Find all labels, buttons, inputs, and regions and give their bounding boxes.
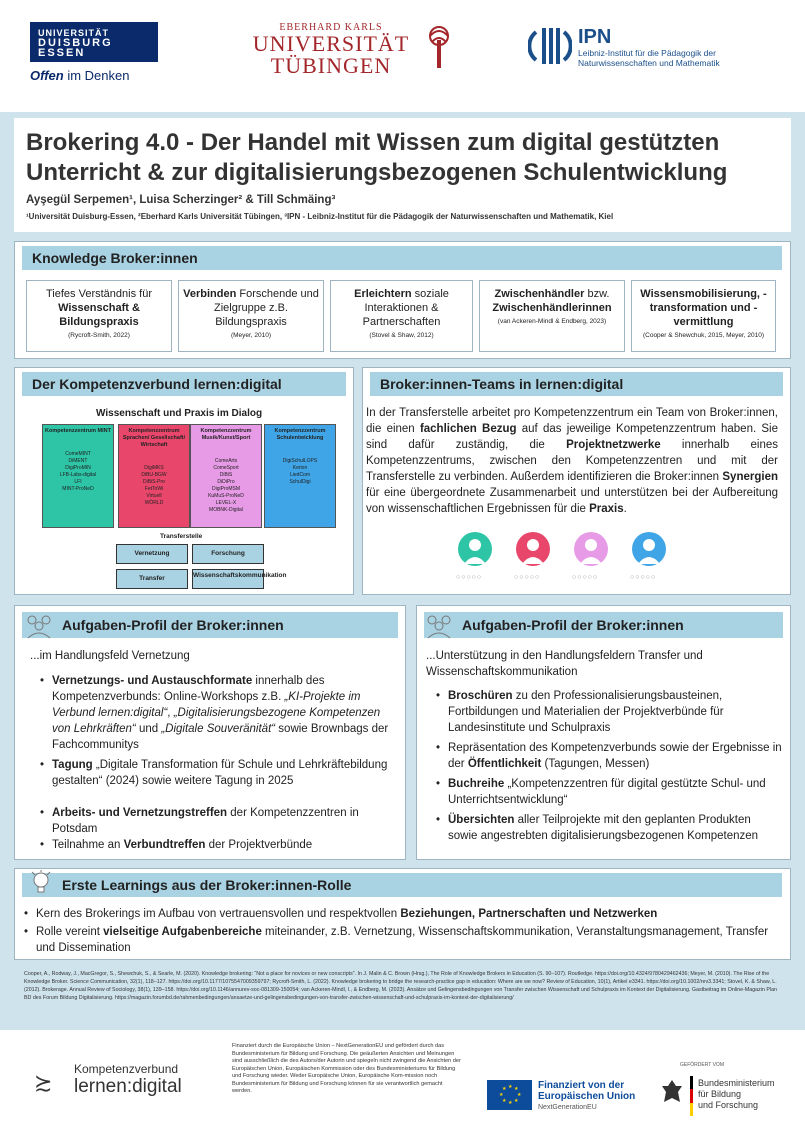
project-name: Virtuell: [146, 493, 162, 499]
bmbf-name: Bundesministerium für Bildung und Forschung: [698, 1078, 775, 1110]
references: Cooper, A., Rodway, J., MacGregor, S., Shewchuk, S., & Searle, M. (2020). Knowledge brokering: “Not a place for novices or new conscripts”. In J. Malin & C. Brown (Hrsg.), The Role of Knowledge Brokers in Education (S. 90–107). Routledge. https://doi.org/10.4324/9780429462436; Meyer, M. (2010). The Rise of the Knowledge Broker. Science Communication, 32(1), 118–127. https://doi.org/10.1177/1075547009359797; Rycroft-Smith, L. (2022). Knowledge brokering to bridge the research-practice gap in education: Where are we now? Review of Education, 10(1), Artikel e3341. https://doi.org/10.1002/rev3.3341; Stovel, K. & Shaw, L. (2012). Brokerage. Annual Review of Sociology, 38(1), 139–158. https://doi.org/10.1146/annurev-soc-081309-150054; van Ackeren-Mindl, I., & Endberg, M. (2023). Ansätze und Gelingensbedingungen von Transfer zwischen Wissenschaft und Schulpraxis im Kontext der Digitalisierung. Gastbeitrag im Online-Magazin Plan BD des Forum Bildung Digitalisierung. https://magazin.forumbd.de/rahmenbedingungen/ansaetze-und-gelingensbedingungen-von-transfer-zwischen-wissenschaft-und-schulpraxis-im-kontext-der-digitalisierung/: [24, 971, 777, 1001]
learnings-heading: Erste Learnings aus der Broker:innen-Rolle: [22, 873, 782, 897]
bullet-item: • Arbeits- und Vernetzungstreffen der Kompetenzzentren in Potsdam: [40, 807, 359, 835]
project-name: LiedCom: [289, 472, 310, 478]
ipn-logo: [528, 24, 788, 74]
svg-text:★: ★: [502, 1098, 507, 1104]
kompetenzverbund-logo-icon: ≿: [34, 1070, 53, 1095]
kompetenzverbund-heading: Der Kompetenzverbund lernen:digital: [22, 372, 346, 396]
competence-center-box: [118, 424, 190, 528]
poster-title: Brokering 4.0 - Der Handel mit Wissen zum digital gestützten Unterricht & zur digitalisierungsbezogenen Schulentwicklung: [26, 129, 728, 186]
bullet-item: • Tagung „Digitale Transformation für Schule und Lehrkräftebildung gestalten“ (2024) sowie weitere Tagung in 2025: [40, 759, 388, 787]
ude-line1: UNIVERSITÄT: [38, 28, 110, 38]
competence-center-title: Kompetenzzentrum MINT: [45, 428, 111, 434]
learnings-list: [24, 906, 784, 958]
project-name: ComeArts: [214, 458, 238, 464]
svg-text:★: ★: [517, 1092, 522, 1098]
bullet-item: • Übersichten aller Teilprojekte mit den geplanten Produkten sowie angestrebten digitalisierungsbezogenen Kompetenzen: [436, 814, 759, 842]
project-name: ComeSport: [213, 465, 239, 471]
project-dots: ○○○○○: [630, 574, 657, 581]
tue-line1: EBERHARD KARLS: [279, 22, 383, 33]
bullet-item: • Broschüren zu den Professionalisierungsbausteinen, Fortbildungen und Materialien der Projektverbünde für Landesinstitute und Schulpraxis: [436, 690, 724, 734]
citation: (Cooper & Shewchuk, 2015, Meyer, 2010): [642, 332, 765, 339]
competence-center-title: Kompetenzzentrum Schulentwicklung: [274, 428, 326, 441]
tue-line3: TÜBINGEN: [270, 53, 392, 78]
project-name: MOBNK-Digital: [209, 507, 243, 513]
project-name: MINT-ProNeD: [62, 486, 94, 492]
bullet-item: • Teilnahme an Verbundtreffen der Projektverbünde: [40, 839, 313, 851]
competence-center-box: [42, 424, 114, 528]
transferstelle-label: Transferstelle: [160, 533, 203, 540]
knowledge-broker-card: Zwischenhändler bzw. Zwischenhändlerinnen (van Ackeren-Mindl & Endberg, 2023): [479, 280, 625, 352]
svg-text:★: ★: [508, 1084, 513, 1090]
aufgaben-left-heading: Aufgaben-Profil der Broker:innen: [22, 612, 398, 638]
eu-flag-icon: [487, 1080, 532, 1110]
citation: (Stovel & Shaw, 2012): [369, 332, 434, 339]
svg-text:★: ★: [508, 1100, 513, 1106]
project-name: FetToWi: [144, 486, 164, 492]
project-name: DiBiS: [219, 472, 233, 478]
knowledge-broker-card: Erleichtern soziale Interaktionen & Partnerschaften (Stovel & Shaw, 2012): [330, 280, 473, 352]
ude-line3: ESSEN: [38, 47, 86, 59]
svg-text:★: ★: [499, 1092, 504, 1098]
project-dots: ○○○○○: [514, 574, 541, 581]
ipn-subtitle: Leibniz-Institut für die Pädagogik der Naturwissenschaften und Mathematik: [578, 48, 720, 68]
poster-header: [0, 0, 805, 112]
eu-nextgen: NextGenerationEU: [538, 1104, 597, 1111]
german-flag-stripe: [690, 1076, 693, 1116]
transferstelle-box: Forschung: [192, 544, 264, 564]
lightbulb-icon: [30, 870, 52, 898]
citation: (Rycroft-Smith, 2022): [68, 332, 130, 339]
affiliations: ¹Universität Duisburg-Essen, ²Eberhard Karls Universität Tübingen, ³IPN - Leibniz-Institut für die Pädagogik der Naturwissenschaften und Mathematik, Kiel: [26, 212, 614, 221]
project-dots: ○○○○○: [572, 574, 599, 581]
learning-item: • Kern des Brokerings im Aufbau von vertrauensvollen und respektvollen Beziehungen, Partnerschaften und Netzwerken: [24, 908, 658, 920]
team-icon: [24, 610, 54, 640]
eu-funding-text: Finanziert von der Europäischen Union: [538, 1080, 636, 1102]
ude-slogan: Offen im Denken: [30, 68, 130, 83]
project-name: LEVEL-X: [215, 500, 237, 506]
project-name: LFI: [74, 479, 82, 485]
broker-person-icon: [632, 532, 666, 566]
learning-item: • Rolle vereint vielseitige Aufgabenbereiche miteinander, z.B. Vernetzung, Wissenschaftskommunikation, Veranstaltungsmanagement, Transfer und Dissemination: [24, 926, 769, 954]
aufgaben-right-heading: Aufgaben-Profil der Broker:innen: [424, 612, 783, 638]
diagram-title: Wissenschaft und Praxis im Dialog: [96, 408, 263, 419]
team-icon-right: [424, 610, 454, 640]
knowledge-broker-card: Wissensmobilisierung, -transformation und -vermittlung (Cooper & Shewchuk, 2015, Meyer, 2010): [631, 280, 776, 352]
competence-center-title: Kompetenzzentrum Musik/Kunst/Sport: [200, 428, 252, 441]
broker-person-icon: [516, 532, 550, 566]
project-name: DigiProMIN: [65, 465, 91, 471]
teams-text: In der Transferstelle arbeitet pro Kompetenzzentrum ein Team von Broker:innen, die einen fachlichen Bezug auf das jeweilige Kompetenzzentrum haben. Sie sind dafür zuständig, die Projektnetzwerke innerhalb eines Kompetenzzentrums, zwischen den Kompetenzzentren und mit der Transferstelle zu verbinden. Außerdem identifizieren die Broker:innen Synergien für eine übergeordnete Zusammenarbeit und unterstützen bei der Aufbereitung von wissenschaftlichen Ergebnissen für die Praxis.: [366, 407, 779, 515]
transferstelle-box: Vernetzung: [116, 544, 188, 564]
kv-line2: lernen:digital: [74, 1076, 182, 1097]
bullet-item: • Repräsentation des Kompetenzverbunds sowie der Ergebnisse in der Öffentlichkeit (Tagungen, Messen): [436, 742, 782, 770]
knowledge-broker-card: Verbinden Forschende und Zielgruppe z.B. Bildungspraxis (Meyer, 2010): [178, 280, 324, 352]
project-name: DigiMKS: [144, 465, 164, 471]
project-name: DigiProMSM: [211, 486, 241, 492]
ipn-mark-icon: [528, 24, 572, 68]
bullet-item: • Vernetzungs- und Austauschformate innerhalb des Kompetenzverbunds: Online-Workshops z.B. „KI-Projekte im Verbund lernen:digital“, „Digitalisierungsbezogene Kompetenzen von Lehrkräften“ und „Digitale Souveränität“ sowie Brownbags der Fachcommunitys: [40, 675, 389, 751]
project-name: DiDiPro: [217, 479, 235, 485]
ude-logo: [30, 22, 158, 83]
citation: (van Ackeren-Mindl & Endberg, 2023): [497, 318, 607, 325]
broker-person-icon: [458, 532, 492, 566]
svg-text:★: ★: [514, 1086, 519, 1092]
bullet-item: • Buchreihe „Kompetenzzentren für digital gestützte Schul- und Unterrichtsentwicklung“: [436, 778, 766, 806]
transferstelle-box: Transfer: [116, 569, 188, 589]
project-name: ComeMINT: [65, 451, 91, 457]
project-name: KuMuS-ProNeD: [208, 493, 244, 499]
transferstelle-box: Wissenschaftskommunikation: [192, 569, 264, 589]
svg-text:★: ★: [514, 1098, 519, 1104]
competence-center-box: [190, 424, 262, 528]
project-dots: ○○○○○: [456, 574, 483, 581]
citation: (Meyer, 2010): [230, 332, 272, 339]
tuebingen-logo: [246, 22, 416, 77]
project-name: DiBU-BGW: [141, 472, 167, 478]
aufgaben-right-intro: ...Unterstützung in den Handlungsfeldern Transfer und Wissenschaftskommunikation: [426, 650, 703, 678]
project-name: SchulDigi: [289, 479, 311, 485]
project-name: LFB-Labs-digital: [59, 472, 97, 478]
competence-center-box: [264, 424, 336, 528]
knowledge-broker-heading: Knowledge Broker:innen: [22, 246, 782, 270]
aufgaben-left-intro: ...im Handlungsfeld Vernetzung: [30, 650, 190, 662]
tue-line2: UNIVERSITÄT: [252, 31, 410, 56]
project-name: DiMENT: [68, 458, 88, 464]
ude-line2: DUISBURG: [38, 37, 113, 49]
knowledge-broker-card: Tiefes Verständnis für Wissenschaft & Bildungspraxis (Rycroft-Smith, 2022): [26, 280, 172, 352]
competence-center-title: Kompetenzzentrum Sprachen/ Gesellschaft/ Wirtschaft: [122, 428, 186, 448]
project-name: DiBiS-Pro: [143, 479, 165, 485]
kv-line1: Kompetenzverbund: [74, 1062, 179, 1076]
svg-text:★: ★: [502, 1086, 507, 1092]
ipn-name: IPN: [578, 26, 612, 48]
broker-person-icon: [574, 532, 608, 566]
project-name: Kerion: [292, 465, 308, 471]
project-name: WÖRLD: [144, 500, 164, 506]
teams-heading: Broker:innen-Teams in lernen:digital: [370, 372, 783, 396]
eagle-icon: [660, 1076, 684, 1106]
palm-tree-icon: [425, 26, 453, 68]
project-name: DigiSchulLOPS: [282, 458, 318, 464]
funding-notice: Finanziert durch die Europäische Union – NextGenerationEU und gefördert durch das Bundesministerium für Bildung und Forschung. Die geäußerten Ansichten und Meinungen sind ausschließlich die des Autors/der Autorin und spiegeln nicht zwingend die Ansichten der Europäischen Union, Europäischen Kommission oder des Bundesministeriums für Bildung und Forschung wieder. Weder Europäische Union, Europäische Kom-mission noch Bundesministerium für Bildung und Forschung können für sie verantwortlich gemacht werden.: [232, 1043, 461, 1094]
bmbf-label: GEFÖRDERT VOM: [680, 1062, 724, 1068]
authors: Ayşegül Serpemen¹, Luisa Scherzinger² & Till Schmäing³: [26, 194, 336, 206]
